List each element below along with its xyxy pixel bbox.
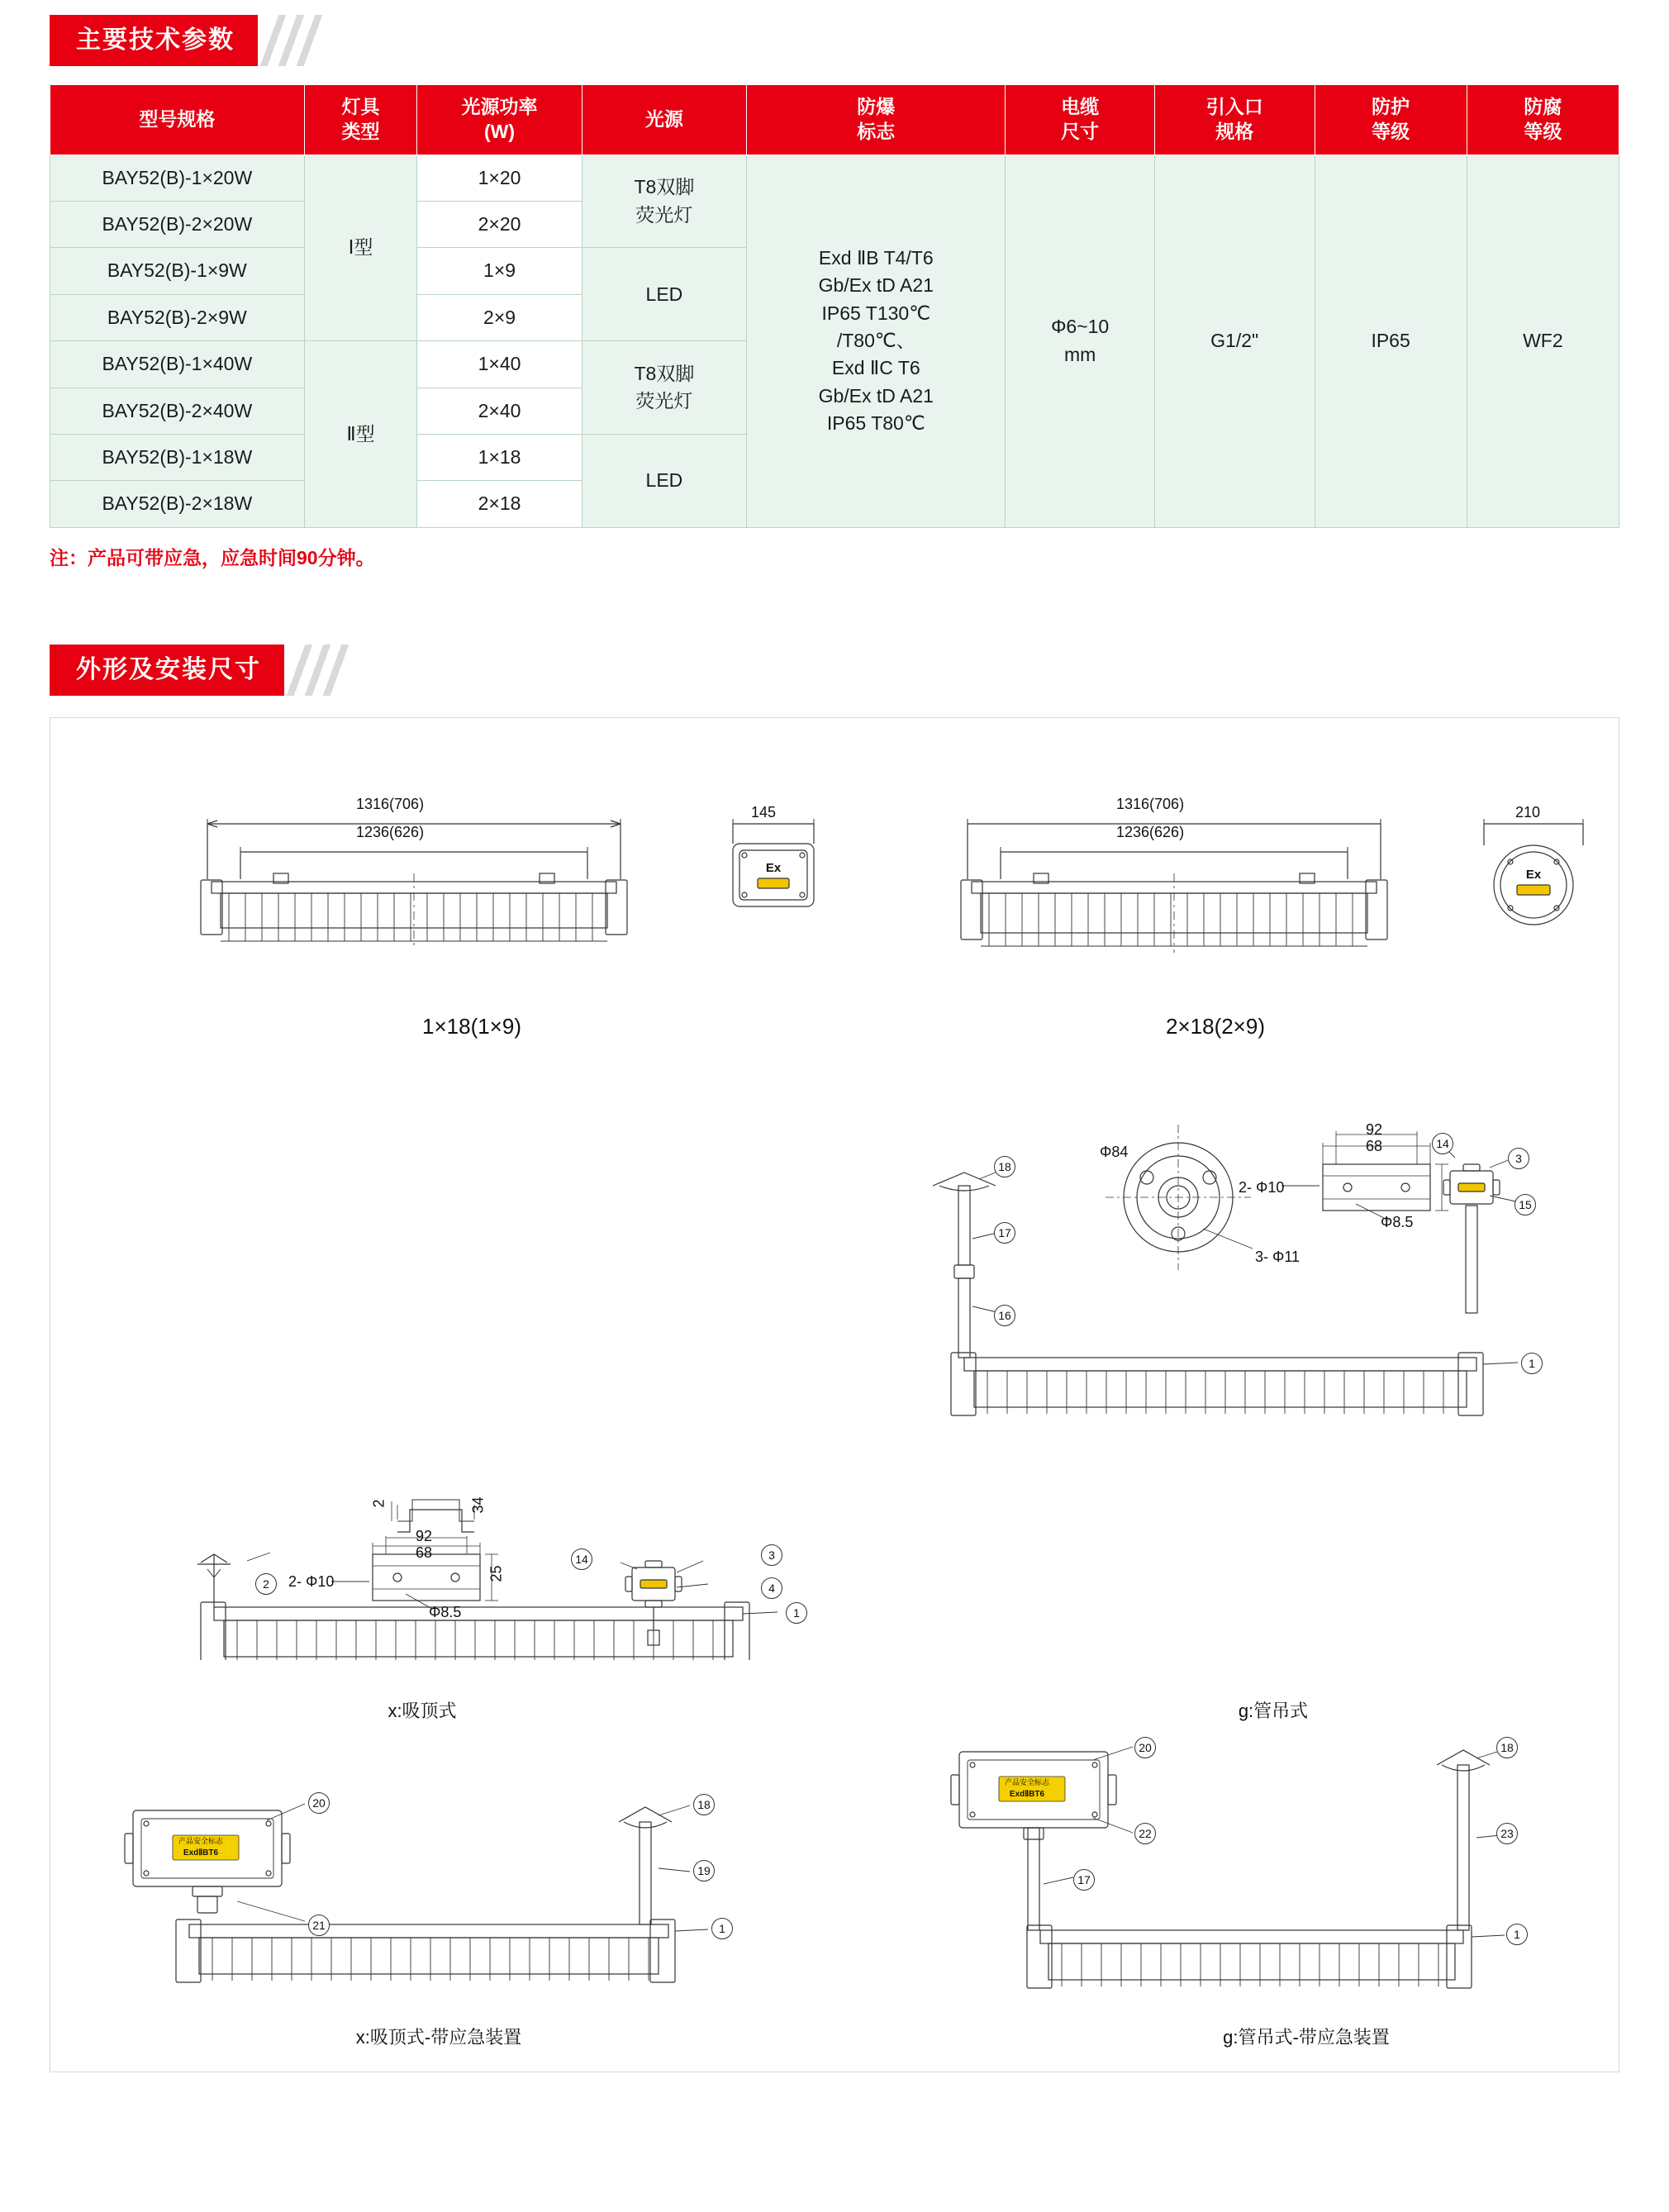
cell-model: BAY52(B)-1×20W — [50, 155, 305, 201]
callout-19: 19 — [693, 1860, 715, 1881]
callout-23: 23 — [1496, 1823, 1518, 1844]
dim-bracket-h-left: 34 — [469, 1496, 487, 1514]
svg-text:ExdⅡBT6: ExdⅡBT6 — [183, 1848, 219, 1858]
cell-power: 2×18 — [417, 481, 582, 527]
col-header-model: 型号规格 — [50, 85, 305, 155]
callout-1: 1 — [1506, 1924, 1528, 1945]
dim-plate-inner-left: 68 — [416, 1544, 433, 1561]
col-header-source: 光源 — [582, 85, 746, 155]
cell-source-1: T8双脚 荧光灯 — [582, 155, 746, 248]
dim-hole-a-right: 2- Φ10 — [1239, 1178, 1285, 1196]
svg-text:产品安全标志: 产品安全标志 — [1004, 1777, 1050, 1786]
cell-model: BAY52(B)-1×9W — [50, 248, 305, 294]
decorative-slashes — [258, 15, 332, 66]
col-header-entry-spec: 引入口 规格 — [1154, 85, 1315, 155]
dim-endwidth-left: 145 — [751, 803, 777, 821]
drawing-top-right — [910, 795, 1438, 991]
svg-text:产品安全标志: 产品安全标志 — [178, 1836, 224, 1845]
cell-corrosion-rating: WF2 — [1467, 155, 1619, 527]
dim-plate-w-left: 92 — [416, 1527, 433, 1544]
callout-20: 20 — [1134, 1737, 1156, 1758]
caption-bottom-left: x:吸顶式-带应急装置 — [355, 2026, 522, 2048]
cell-model: BAY52(B)-2×20W — [50, 202, 305, 248]
cell-source-2: LED — [582, 248, 746, 341]
svg-text:Ex: Ex — [765, 860, 782, 875]
col-header-lamp-type: 灯具 类型 — [304, 85, 417, 155]
callout-14: 14 — [1432, 1133, 1453, 1154]
callout-1: 1 — [786, 1602, 807, 1624]
callout-18: 18 — [1496, 1737, 1518, 1758]
svg-text:Ex: Ex — [1525, 867, 1542, 882]
dim-flange-holes: 3- Φ11 — [1255, 1248, 1300, 1265]
dim-hole-b-left: Φ8.5 — [429, 1603, 462, 1620]
drawing-top-left — [150, 795, 678, 991]
section-title-specs: 主要技术参数 — [50, 15, 258, 66]
cell-power: 1×20 — [417, 155, 582, 201]
table-header-row — [50, 85, 1619, 155]
dim-inner-left: 1236(626) — [356, 823, 425, 840]
callout-3: 3 — [761, 1544, 782, 1566]
section-title-dimensions: 外形及安装尺寸 — [50, 645, 284, 696]
drawing-bottom-right — [885, 1722, 1645, 2019]
drawing-bottom-left — [100, 1743, 860, 2015]
dim-inner-right: 1236(626) — [1116, 823, 1185, 840]
callout-1: 1 — [1521, 1353, 1543, 1374]
dim-hole-a-left: 2- Φ10 — [288, 1572, 335, 1590]
cell-power: 1×9 — [417, 248, 582, 294]
callout-2: 2 — [255, 1573, 277, 1595]
callout-1: 1 — [711, 1918, 733, 1939]
svg-text:ExdⅡBT6: ExdⅡBT6 — [1009, 1789, 1045, 1799]
page-root — [0, 15, 1669, 2212]
callout-17: 17 — [1073, 1869, 1095, 1891]
caption-top-left: 1×18(1×9) — [422, 1013, 521, 1039]
col-header-power: 光源功率 (W) — [417, 85, 582, 155]
drawing-top-right-endview — [1467, 803, 1600, 941]
cell-ip-rating: IP65 — [1315, 155, 1467, 527]
callout-3: 3 — [1508, 1148, 1529, 1169]
section-header-specs — [50, 15, 1619, 66]
dim-flange-d: Φ84 — [1100, 1143, 1129, 1160]
dim-endwidth-right: 210 — [1515, 803, 1541, 821]
cell-cable-size: Φ6~10 mm — [1006, 155, 1154, 527]
callout-14: 14 — [571, 1548, 592, 1570]
drawing-top-left-endview — [711, 803, 835, 933]
dim-bracket-small-left: 2 — [370, 1499, 388, 1508]
cell-lamp-type-2: Ⅱ型 — [304, 341, 417, 527]
callout-18: 18 — [994, 1156, 1015, 1177]
cell-power: 2×9 — [417, 294, 582, 340]
caption-top-right: 2×18(2×9) — [1166, 1013, 1265, 1039]
callout-21: 21 — [308, 1915, 330, 1936]
dim-outer-right: 1316(706) — [1116, 795, 1185, 812]
dim-plate-h-left: 25 — [487, 1565, 505, 1582]
dimension-drawings-panel — [50, 717, 1619, 2072]
section-header-dimensions — [50, 645, 1619, 696]
decorative-slashes-2 — [284, 645, 359, 696]
cell-model: BAY52(B)-2×18W — [50, 481, 305, 527]
caption-mid-right: g:管吊式 — [1238, 1700, 1309, 1721]
dim-plate-inner-right: 68 — [1366, 1137, 1383, 1154]
callout-16: 16 — [994, 1305, 1015, 1326]
table-note: 注：产品可带应急，应急时间90分钟。 — [50, 546, 375, 568]
callout-4: 4 — [761, 1577, 782, 1599]
col-header-corrosion-rating: 防腐 等级 — [1467, 85, 1619, 155]
table-row — [50, 155, 1619, 201]
drawing-mid-left — [125, 1131, 852, 1660]
dim-outer-left: 1316(706) — [356, 795, 425, 812]
cell-entry-spec: G1/2" — [1154, 155, 1315, 527]
cell-lamp-type-1: Ⅰ型 — [304, 155, 417, 340]
cell-power: 2×40 — [417, 388, 582, 434]
col-header-ip-rating: 防护 等级 — [1315, 85, 1467, 155]
callout-20: 20 — [308, 1792, 330, 1814]
callout-17: 17 — [994, 1222, 1015, 1244]
callout-15: 15 — [1514, 1194, 1536, 1215]
dim-hole-b-right: Φ8.5 — [1381, 1213, 1414, 1230]
cell-model: BAY52(B)-2×9W — [50, 294, 305, 340]
col-header-cable-size: 电缆 尺寸 — [1006, 85, 1154, 155]
cell-ex-mark: Exd ⅡB T4/T6 Gb/Ex tD A21 IP65 T130℃ /T80℃、 Exd ⅡC T6 Gb/Ex tD A21 IP65 T80℃ — [747, 155, 1006, 527]
dim-plate-w-right: 92 — [1366, 1120, 1383, 1138]
cell-model: BAY52(B)-1×40W — [50, 341, 305, 388]
cell-model: BAY52(B)-1×18W — [50, 434, 305, 480]
cell-model: BAY52(B)-2×40W — [50, 388, 305, 434]
drawing-mid-right — [893, 1106, 1637, 1668]
caption-mid-left: x:吸顶式 — [388, 1700, 457, 1721]
spec-table — [50, 84, 1619, 528]
callout-22: 22 — [1134, 1823, 1156, 1844]
cell-power: 1×40 — [417, 341, 582, 388]
cell-source-4: LED — [582, 434, 746, 527]
caption-bottom-right: g:管吊式-带应急装置 — [1223, 2026, 1390, 2048]
col-header-ex-mark: 防爆 标志 — [747, 85, 1006, 155]
cell-power: 1×18 — [417, 434, 582, 480]
cell-power: 2×20 — [417, 202, 582, 248]
callout-18: 18 — [693, 1794, 715, 1815]
cell-source-3: T8双脚 荧光灯 — [582, 341, 746, 435]
